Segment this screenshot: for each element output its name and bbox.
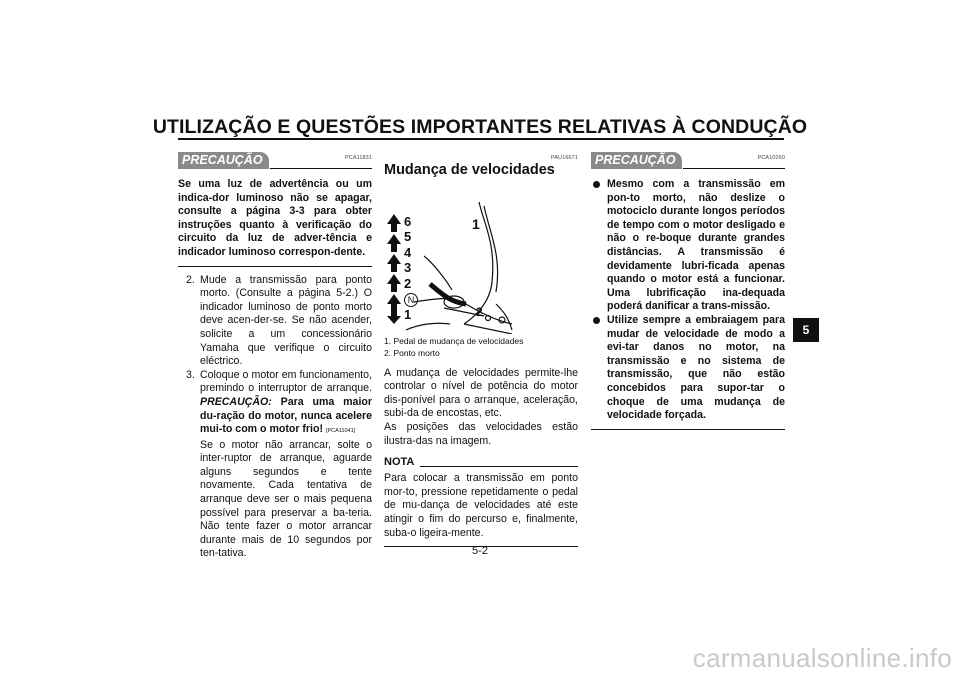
inline-reference-code: [PCA11041] (325, 428, 356, 435)
note-rule (420, 466, 578, 467)
title-rule (178, 138, 784, 140)
banner-rule (270, 168, 372, 169)
step-text: Coloque o motor em funcionamento, premindo o interruptor de arranque. (200, 368, 372, 395)
bullet-item (591, 314, 785, 423)
gear-label: 5 (404, 229, 412, 245)
caution-end-rule (178, 266, 372, 267)
gear-label: 2 (404, 275, 412, 291)
right-column (591, 152, 785, 430)
callout-2: 2 (476, 304, 483, 319)
banner-rule (683, 168, 785, 169)
figure-captions (384, 335, 578, 359)
page-number: 5-2 (472, 545, 488, 557)
inline-caution-text: Para uma maior du-ração do motor, nunca acelere mui-to com o motor frio! (200, 395, 372, 436)
step-number: 2. (186, 273, 195, 286)
gear-shift-figure (384, 184, 514, 334)
step-more-text: Se o motor não arrancar, solte o inter-ruptor de arranque, aguarde alguns segundos e tente novamente. Cada tentativa de arranque deve ser o mais pequena possível para preservar a ba-teria. Não tente fazer o motor arrancar durante mais de 10 segundos por ten-tativa. (200, 438, 372, 560)
caution-bullets (591, 178, 785, 423)
page-title: UTILIZAÇÃO E QUESTÕES IMPORTANTES RELATIVAS À CONDUÇÃO (152, 116, 808, 138)
bullet-text: Utilize sempre a embraiagem para mudar de velocidade de modo a evi-tar danos no motor, na transmissão e no sistema de transmissão, que não estão concebidos para supor-tar o choque de uma mudança de velocidade forçada. (607, 313, 785, 422)
caution-banner: PRECAUÇÃO (591, 152, 682, 169)
gear-label: 4 (404, 244, 412, 260)
gear-label: 6 (404, 213, 412, 229)
caption-item: 2. Ponto morto (384, 347, 440, 358)
chapter-tab: 5 (793, 318, 819, 342)
body-paragraph: A mudança de velocidades permite-lhe controlar o nível de potência do motor dis-ponível para o arranque, aceleração, subi-da de encostas, etc. As posições das velocidades estão ilustra-das na imagem. (384, 366, 578, 447)
step-number: 3. (186, 368, 195, 381)
gear-label: 1 (404, 307, 412, 323)
inline-caution-label: PRECAUÇÃO: (200, 395, 272, 408)
bullet-text: Mesmo com a transmissão em pon-to morto, não deslize o motociclo durante longos períodos de tempo com o motor desligado e não o re-boque durante grandes distâncias. A transmissão é devidamente lubri-ficada apenas quando o motor está a funcionar. Uma lubrificação ina-dequada poderá danificar a trans-missão. (607, 178, 785, 313)
gear-position-labels (404, 214, 418, 323)
bullet-item (591, 178, 785, 314)
section-heading: Mudança de velocidades (384, 162, 555, 178)
caption-item: 1. Pedal de mudança de velocidades (384, 335, 524, 346)
step-item (178, 274, 372, 369)
bullet-icon (593, 317, 600, 324)
caution-header (591, 152, 785, 170)
middle-column (384, 152, 578, 547)
reference-code: PCA11831 (345, 155, 372, 161)
steps-list (178, 274, 372, 561)
caution-end-rule (591, 429, 785, 430)
gear-label: 3 (404, 260, 412, 276)
caution-text: Se uma luz de advertência ou um indica-dor luminoso não se apagar, consulte a página 3-3 para obter instruções quanto à verificação do circuito da luz de adver-tência e indicador luminoso correspon-dente. (178, 178, 372, 258)
caution-banner: PRECAUÇÃO (178, 152, 269, 169)
bullet-icon (593, 181, 600, 188)
reference-code: PCA10260 (757, 155, 785, 161)
reference-code: PAU16671 (551, 155, 578, 161)
left-column (178, 152, 372, 561)
callout-1: 1 (472, 215, 480, 232)
note-text: Para colocar a transmissão em ponto mor-to, pressione repetidamente o pedal de mu-dança de velocidades até este atingir o fim do percurso e, finalmente, suba-o ligeira-mente. (384, 472, 578, 539)
note-label: NOTA (384, 456, 415, 469)
note-header (384, 456, 578, 470)
step-item (178, 369, 372, 561)
step-text: Mude a transmissão para ponto morto. (Consulte a página 5-2.) O indicador luminoso de ponto morto deve acen-der-se. Se não acender, solicite a um concessionário Yamaha que verifique o circuito eléctrico. (200, 273, 372, 368)
neutral-marker: N (404, 293, 418, 307)
watermark: carmanualsonline.info (692, 643, 952, 673)
caution-header (178, 152, 372, 170)
